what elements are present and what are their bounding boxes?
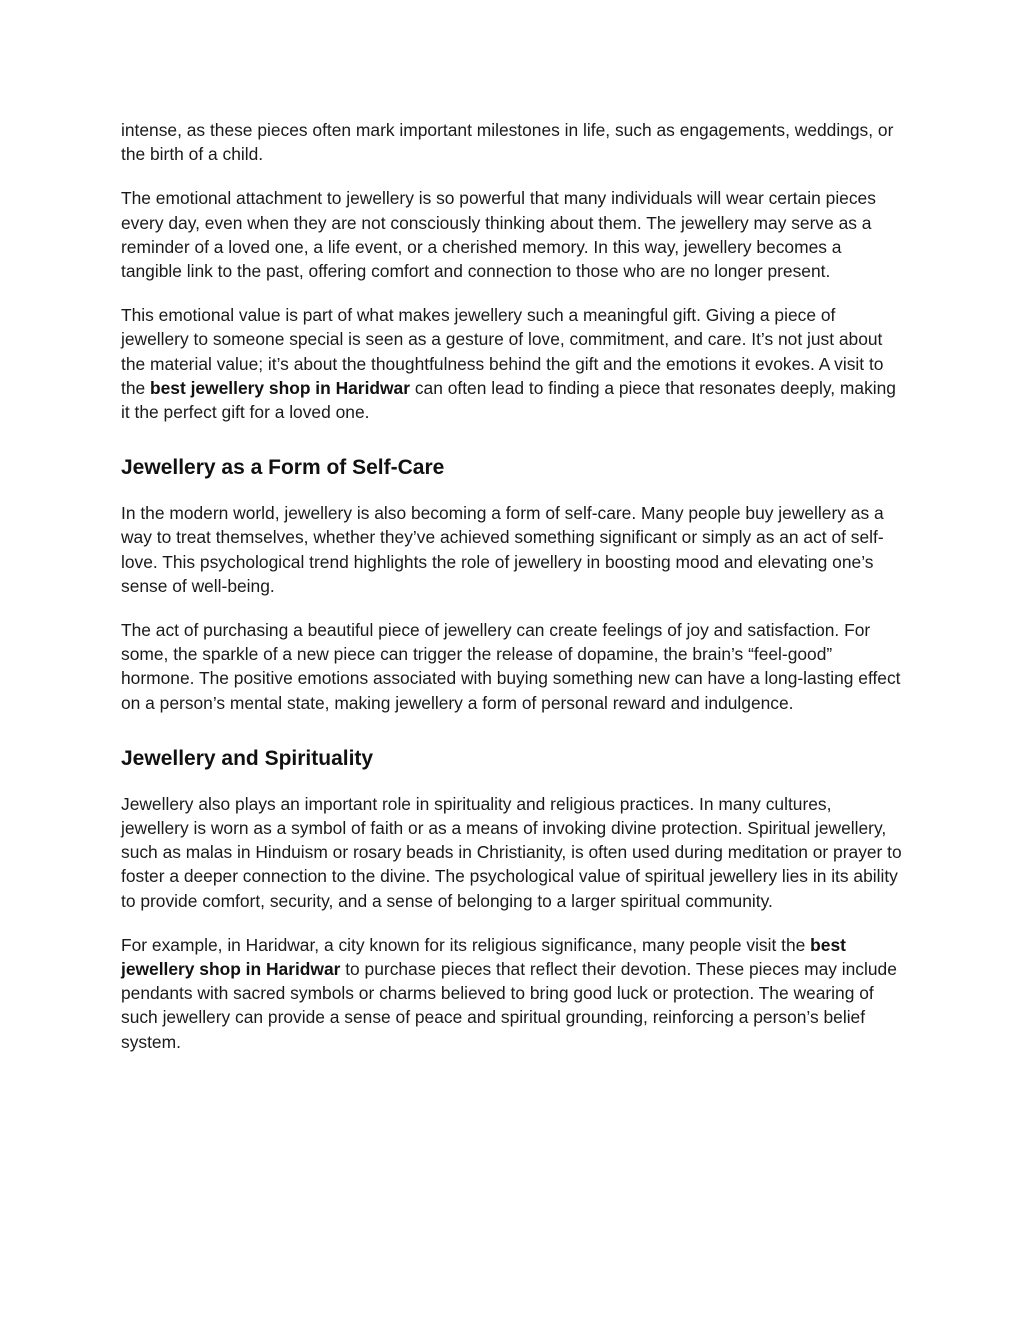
paragraph-self-care-intro: In the modern world, jewellery is also becoming a form of self-care. Many people buy jewellery as a way to treat themselves, whether they’ve achieved something significant or simply as an act of self-love. This psychological trend highlights the role of jewellery in boosting mood and elevating one’s sense of well-being. bbox=[121, 503, 884, 596]
paragraph-spirituality-intro: Jewellery also plays an important role in spirituality and religious practices. In many cultures, jewellery is worn as a symbol of faith or as a means of invoking divine protection. Spiritual jewellery, such as malas in Hinduism or rosary beads in Christianity, is often used during meditation or prayer to foster a deeper connection to the divine. The psychological value of spiritual jewellery lies in its ability to provide comfort, security, and a sense of belonging to a larger spiritual community. bbox=[121, 793, 902, 911]
paragraph-haridwar-example bbox=[121, 933, 903, 1054]
paragraph-text: to purchase pieces that reflect their devotion. These pieces may include pendants with sacred symbols or charms believed to bring good luck or protection. The wearing of such jewellery can provide a sense of peace and spiritual grounding, reinforcing a person’s belief system. bbox=[121, 959, 897, 1052]
paragraph-milestones: intense, as these pieces often mark important milestones in life, such as engagements, weddings, or the birth of a child. bbox=[121, 120, 894, 165]
paragraph-purchasing-joy: The act of purchasing a beautiful piece of jewellery can create feelings of joy and satisfaction. For some, the sparkle of a new piece can trigger the release of dopamine, the brain’s “feel-good” hormone. The positive emotions associated with buying something new can have a long-lasting effect on a person’s mental state, making jewellery a form of personal reward and indulgence. bbox=[121, 620, 901, 713]
heading-self-care: Jewellery as a Form of Self-Care bbox=[121, 456, 445, 480]
paragraph-text: This emotional value is part of what makes jewellery such a meaningful gift. Giving a piece of jewellery to someone special is seen as a gesture of love, commitment, and care. It’s not just about the material value; it’s about the thoughtfulness behind the gift and the emotions it evokes. A visit to the bbox=[121, 305, 884, 398]
paragraph-text: can often lead to finding a piece that resonates deeply, making it the perfect gift for a loved one. bbox=[121, 377, 896, 423]
paragraph-emotional-attachment: The emotional attachment to jewellery is so powerful that many individuals will wear certain pieces every day, even when they are not consciously thinking about them. The jewellery may serve as a reminder of a loved one, a life event, or a cherished memory. In this way, jewellery becomes a tangible link to the past, offering comfort and connection to those who are no longer present. bbox=[121, 188, 876, 282]
heading-spirituality: Jewellery and Spirituality bbox=[121, 746, 374, 770]
document-page bbox=[121, 118, 903, 1074]
bold-keyword: best jewellery shop in Haridwar bbox=[121, 934, 846, 980]
bold-keyword: best jewellery shop in Haridwar bbox=[150, 377, 410, 398]
paragraph-text: For example, in Haridwar, a city known for its religious significance, many people visit the bbox=[121, 934, 811, 955]
paragraph-meaningful-gift bbox=[121, 303, 903, 424]
